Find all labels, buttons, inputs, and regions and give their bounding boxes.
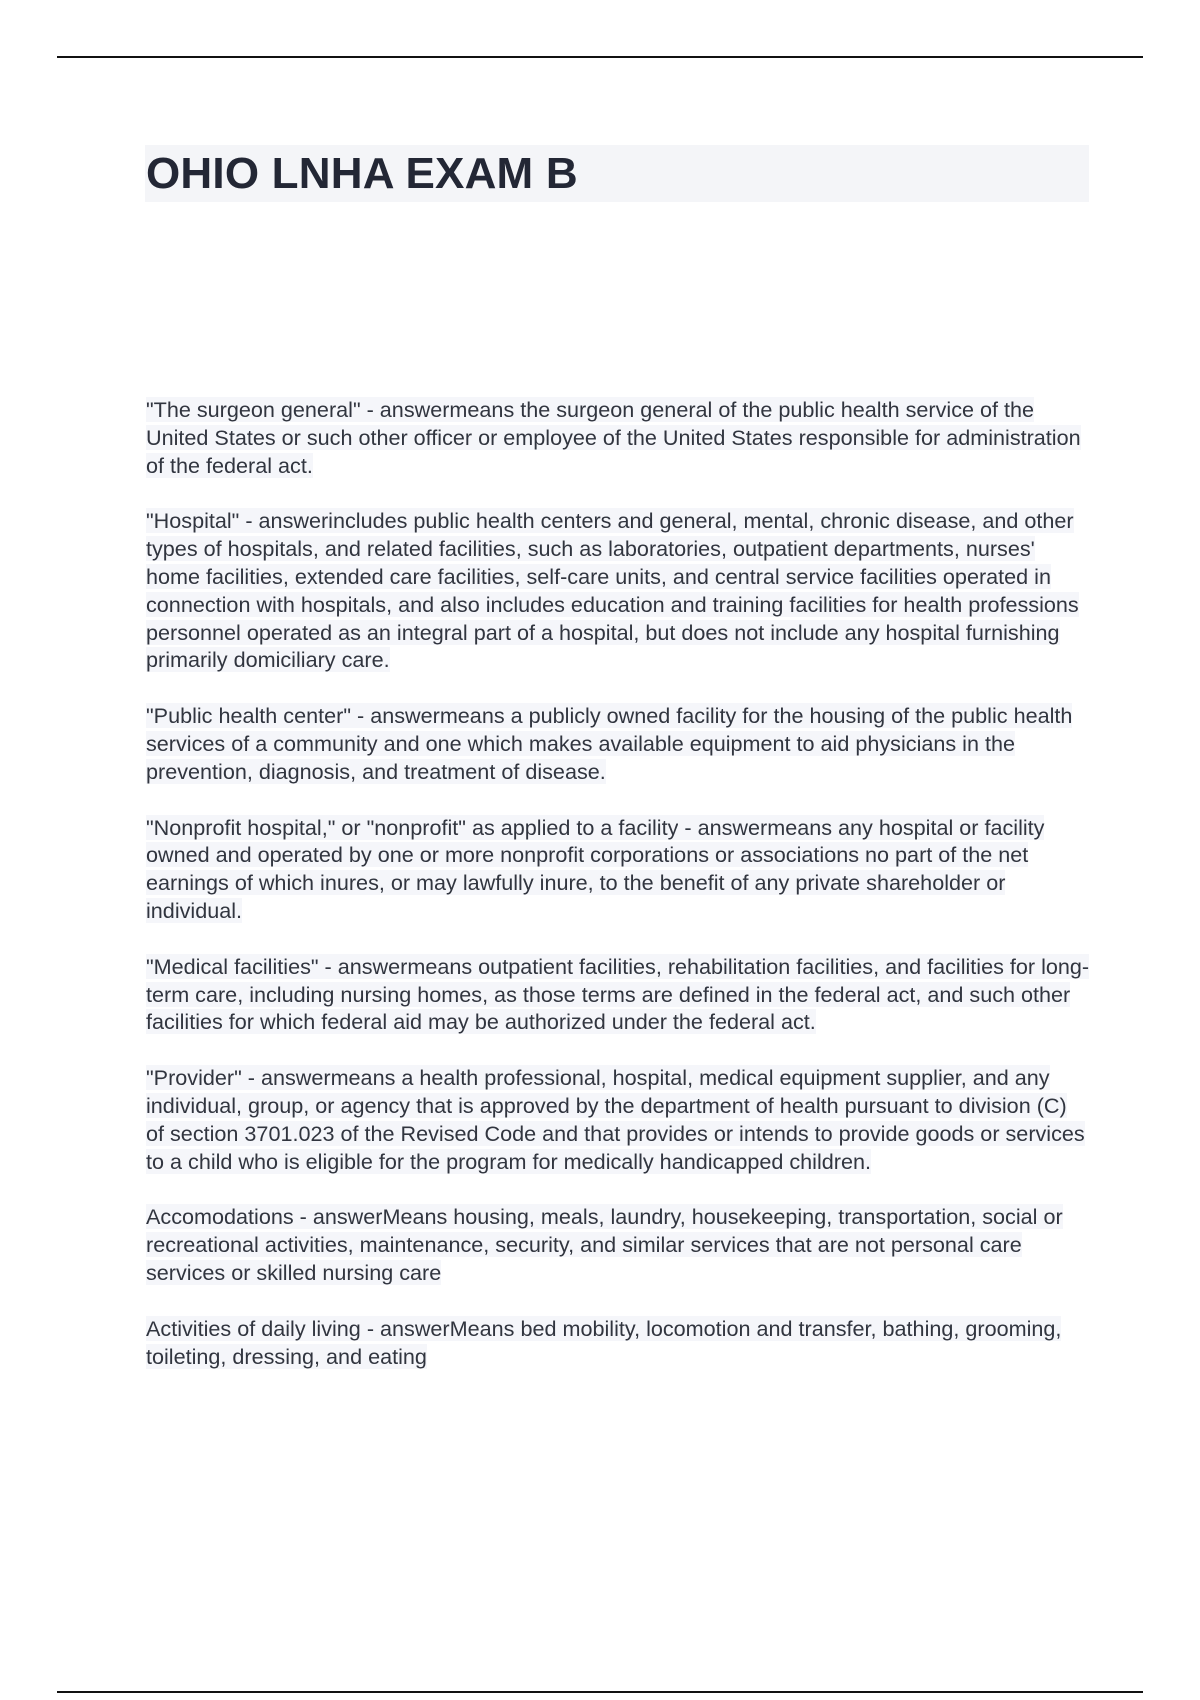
entry-definition: means outpatient facilities, rehabilitation facilities, and facilities for long-term care, including nursing homes, as those terms are defined in the federal act, and such other facilities for which federal aid may be authorized under the federal act. — [146, 953, 1090, 1035]
definition-entry-surgeon-general — [146, 396, 1090, 479]
entry-term: "Medical facilities" — [146, 953, 319, 979]
definition-entry-public-health-center — [146, 702, 1090, 785]
entry-term: "Hospital" — [146, 508, 240, 534]
entry-separator: - answer — [239, 508, 329, 534]
entry-separator: - answer — [351, 703, 440, 729]
entry-definition: means a health professional, hospital, medical equipment supplier, and any individual, group, or agency that is approved by the department of health pursuant to division (C) of section 3701.023 of the Revised Code and that provides or intends to provide goods or services to a child who is eligible for the program for medically handicapped children. — [146, 1065, 1085, 1174]
definition-entry-provider — [146, 1064, 1090, 1175]
document-title: OHIO LNHA EXAM B — [146, 149, 578, 198]
entry-definition: means a publicly owned facility for the housing of the public health services of a community and one which makes available equipment to aid physicians in the prevention, diagnosis, and treatment of disease. — [146, 703, 1073, 784]
top-rule — [57, 56, 1143, 58]
definition-entry-nonprofit-hospital — [146, 814, 1090, 925]
definition-entry-accomodations — [146, 1203, 1090, 1286]
entry-term: "Nonprofit hospital," or "nonprofit" as applied to a facility — [146, 814, 679, 840]
definition-entry-activities-of-daily-living — [146, 1315, 1090, 1371]
entry-definition: Means housing, meals, laundry, housekeeping, transportation, social or recreational activities, maintenance, security, and similar services that are not personal care services or skilled nursing care — [146, 1204, 1063, 1285]
entry-separator: - answer — [360, 1315, 450, 1341]
entry-term: Activities of daily living — [146, 1315, 361, 1341]
entry-term: "The surgeon general" — [146, 397, 361, 422]
entry-term: Accomodations — [146, 1204, 294, 1230]
definition-entry-medical-facilities — [146, 953, 1090, 1036]
entry-separator: - answer — [241, 1065, 331, 1091]
bottom-rule — [57, 1691, 1143, 1693]
entry-term: "Public health center" — [146, 703, 351, 729]
definition-list — [146, 396, 1090, 1398]
entry-term: "Provider" — [146, 1065, 242, 1091]
entry-definition: means any hospital or facility owned and operated by one or more nonprofit corporations or associations no part of the net earnings of which inures, or may lawfully inure, to the benefit of any private shareholder or individual. — [146, 814, 1045, 923]
definition-entry-hospital — [146, 507, 1090, 674]
entry-separator: - answer — [293, 1204, 383, 1230]
entry-definition: Means bed mobility, locomotion and transfer, bathing, grooming, toileting, dressing, and eating — [146, 1315, 1062, 1369]
entry-separator: - answer — [678, 814, 768, 840]
entry-definition: includes public health centers and general, mental, chronic disease, and other types of hospitals, and related facilities, such as laboratories, outpatient departments, nurses' home facilities, extended care facilities, self-care units, and central service facilities operated in connection with hospitals, and also includes education and training facilities for health professions personnel operated as an integral part of a hospital, but does not include any hospital furnishing primarily domiciliary care. — [146, 508, 1079, 673]
entry-separator: - answer — [318, 953, 408, 979]
entry-definition: means the surgeon general of the public health service of the United States or such other officer or employee of the United States responsible for administration of the federal act. — [146, 397, 1081, 478]
entry-separator: - answer — [360, 397, 450, 422]
